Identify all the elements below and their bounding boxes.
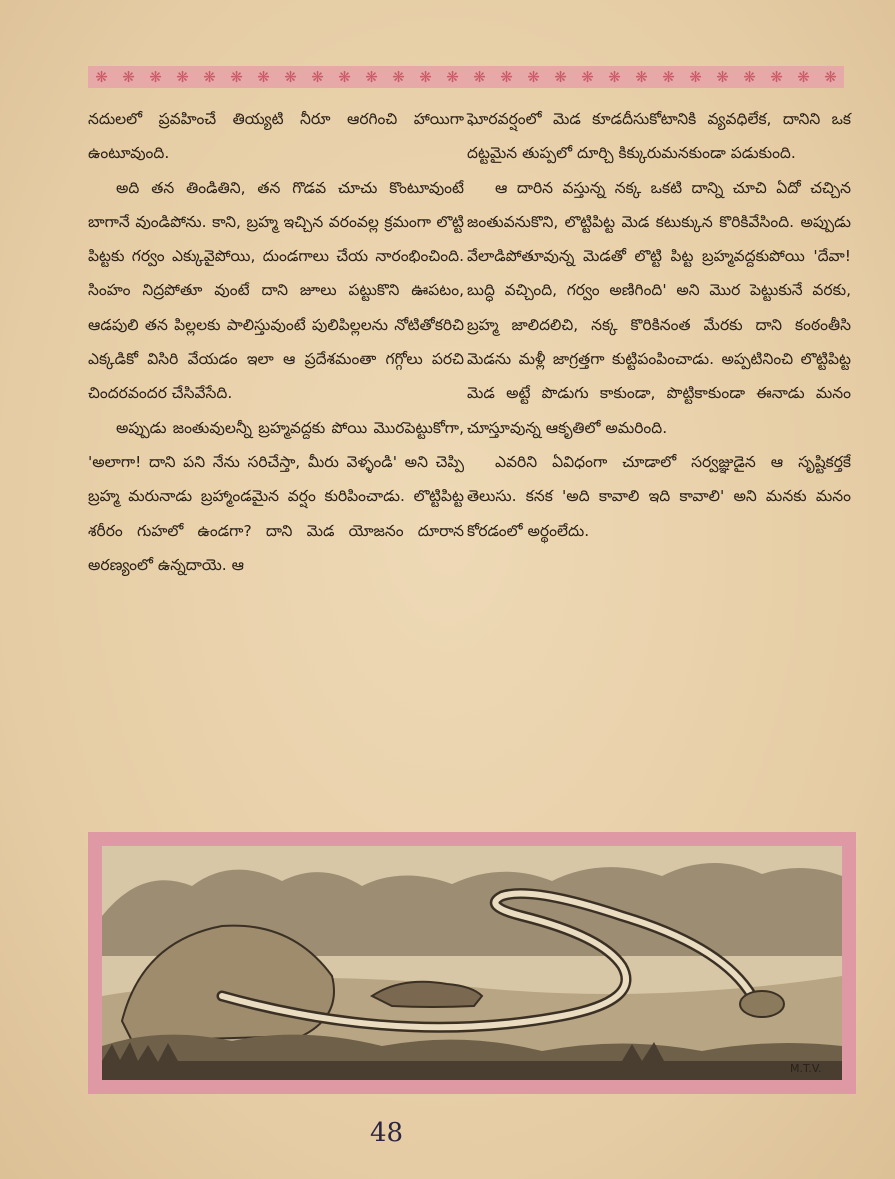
border-ornament-icon: ❋ bbox=[689, 68, 702, 86]
border-ornament-icon: ❋ bbox=[716, 68, 729, 86]
border-ornament-icon: ❋ bbox=[257, 68, 270, 86]
border-ornament-icon: ❋ bbox=[608, 68, 621, 86]
left-paragraph-1: నదులలో ప్రవహించే తియ్యటి నీరూ ఆరగించి హాయిగా ఉంటూవుంది. bbox=[88, 110, 464, 163]
right-paragraph-3: ఎవరిని ఏవిధంగా చూడాలో సర్వజ్ఞుడైన ఆ సృష్టికర్తకే తెలుసు. కనక 'అది కావాలి ఇది కావాలి' అని మనకు మనం కోరడంలో అర్థంలేదు. bbox=[467, 452, 851, 540]
right-text-column bbox=[467, 102, 851, 548]
border-ornament-icon: ❋ bbox=[284, 68, 297, 86]
border-ornament-icon: ❋ bbox=[635, 68, 648, 86]
border-ornament-icon: ❋ bbox=[95, 68, 108, 86]
border-ornament-icon: ❋ bbox=[338, 68, 351, 86]
right-paragraph-1: ఘోరవర్షంలో మెడ కూడదీసుకోటానికి వ్యవధిలేక, దానిని ఒక దట్టమైన తుప్పలో దూర్చి కిక్కురుమనకుండా పడుకుంది. bbox=[467, 110, 851, 163]
camel-neck-illustration bbox=[88, 832, 856, 1094]
left-paragraph-2: అది తన తిండితిని, తన గొడవ చూచు కొంటూవుంటే బాగానే వుండిపోను. కాని, బ్రహ్మ ఇచ్చిన వరంవల్ల క్రమంగా లొట్టి పిట్టకు గర్వం ఎక్కువైపోయి, దుండగాలు చేయ నారంభించింది. సింహం నిద్రపోతూ వుంటే దాని జూలు పట్టుకొని ఊపటం, ఆడపులి తన పిల్లలకు పాలిస్తువుంటే పులిపిల్లలను నోటితోకరిచి ఎక్కడికో విసిరి వేయడం ఇలా ఆ ప్రదేశమంతా గగ్గోలు పరచి చిందరవందర చేసివేసేది. bbox=[88, 178, 464, 403]
border-ornament-icon: ❋ bbox=[473, 68, 486, 86]
page-number: 48 bbox=[370, 1118, 404, 1148]
border-ornament-icon: ❋ bbox=[824, 68, 837, 86]
woodcut-scene bbox=[102, 846, 842, 1080]
border-ornament-icon: ❋ bbox=[500, 68, 513, 86]
border-ornament-icon: ❋ bbox=[176, 68, 189, 86]
border-ornament-icon: ❋ bbox=[662, 68, 675, 86]
camel-head-shape bbox=[740, 991, 784, 1017]
decorative-border bbox=[88, 66, 844, 88]
border-ornament-icon: ❋ bbox=[419, 68, 432, 86]
border-ornament-icon: ❋ bbox=[527, 68, 540, 86]
border-ornament-icon: ❋ bbox=[554, 68, 567, 86]
border-ornament-icon: ❋ bbox=[743, 68, 756, 86]
border-ornament-icon: ❋ bbox=[797, 68, 810, 86]
border-ornament-icon: ❋ bbox=[149, 68, 162, 86]
left-text-column bbox=[88, 102, 464, 582]
border-ornament-icon: ❋ bbox=[122, 68, 135, 86]
border-ornament-icon: ❋ bbox=[365, 68, 378, 86]
artist-signature: M.T.V. bbox=[790, 1062, 822, 1075]
right-paragraph-2: ఆ దారిన వస్తున్న నక్క ఒకటి దాన్ని చూచి ఏదో చచ్చిన జంతువనుకొని, లొట్టిపిట్ట మెడ కటుక్కున కొరికివేసింది. అప్పుడు వేలాడిపోతూవున్న మెడతో లొట్టి పిట్ట బ్రహ్మవద్దకుపోయి 'దేవా! బుద్ధి వచ్చింది, గర్వం అణిగింది' అని మొర పెట్టుకునే వరకు, బ్రహ్మ జాలిదలిచి, నక్క కొరికినంత మేరకు దాని కంఠంతీసి మెడను మళ్లీ జాగ్రత్తగా కుట్టిపంపించాడు. అప్పటినించి లొట్టిపిట్ట మెడ అట్టే పొడుగు కాకుండా, పొట్టికాకుండా ఈనాడు మనం చూస్తూవున్న ఆకృతిలో అమరింది. bbox=[467, 178, 851, 437]
border-ornament-icon: ❋ bbox=[311, 68, 324, 86]
border-ornament-icon: ❋ bbox=[770, 68, 783, 86]
border-ornament-icon: ❋ bbox=[446, 68, 459, 86]
border-ornament-icon: ❋ bbox=[230, 68, 243, 86]
border-ornament-icon: ❋ bbox=[392, 68, 405, 86]
border-ornament-icon: ❋ bbox=[581, 68, 594, 86]
border-ornament-icon: ❋ bbox=[203, 68, 216, 86]
left-paragraph-3: అప్పుడు జంతువులన్నీ బ్రహ్మవద్దకు పోయి మొరపెట్టుకోగా, 'అలాగా! దాని పని నేను సరిచేస్తా, మీరు వెళ్ళండి' అని చెప్పి బ్రహ్మ మరునాడు బ్రహ్మాండమైన వర్షం కురిపించాడు. లొట్టిపిట్ట శరీరం గుహలో ఉండగా? దాని మెడ యోజనం దూరాన అరణ్యంలో ఉన్నదాయె. ఆ bbox=[88, 418, 464, 574]
